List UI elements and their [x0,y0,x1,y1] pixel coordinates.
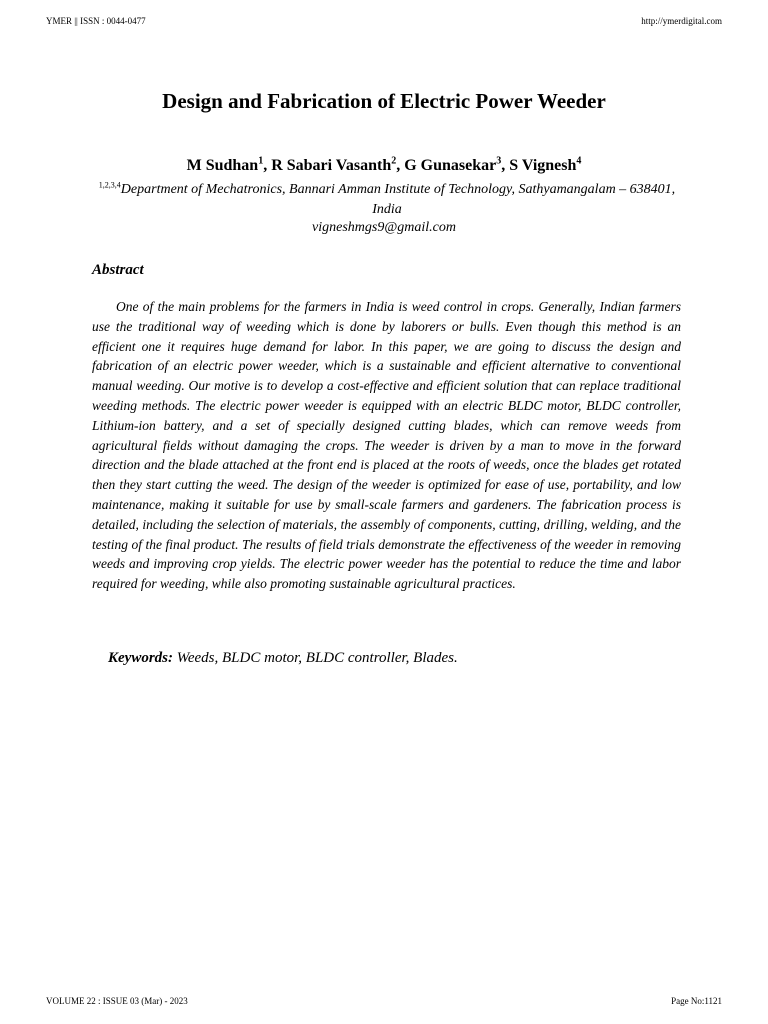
page-number: Page No:1121 [671,996,722,1006]
keywords [108,648,458,668]
affiliation-sup: 1,2,3,4 [98,180,121,190]
author-name: M Sudhan [186,157,259,174]
author-name: S Vignesh [509,157,577,174]
volume-footer: VOLUME 22 : ISSUE 03 (Mar) - 2023 [46,996,188,1006]
paper-title: Design and Fabrication of Electric Power Weeder [162,89,606,113]
abstract-heading: Abstract [92,262,144,278]
author-email: vigneshmgs9@gmail.com [312,220,456,235]
abstract-body: One of the main problems for the farmers in India is weed control in crops. Generally, Indian farmers use the traditional way of weeding which is done by laborers or bulls. Even though this method is an efficient one it requires huge demand for labor. In this paper, we are going to discuss the design and fabrication of an electric power weeder, which is a sustainable and efficient alternative to conventional manual weeding. Our motive is to develop a cost-effective and efficient solution that can replace traditional weeding methods. The electric power weeder is equipped with an electric BLDC motor, BLDC controller, Lithium-ion battery, and a set of specially designed cutting blades, which can remove weeds from agricultural fields without damaging the crops. The weeder is driven by a man to move in the forward direction and the blade attached at the front end is placed at the roots of weeds, once the blades get rotated then they start cutting the weed. The design of the weeder is optimized for ease of use, portability, and low maintenance, making it suitable for use by small-scale farmers and gardeners. The fabrication process is detailed, including the selection of materials, the assembly of components, cutting, drilling, welding, and the testing of the final product. The results of field trials demonstrate the effectiveness of the weeder in removing weeds and improving crop yields. The electric power weeder has the potential to reduce the time and labor required for weeding, while also promoting sustainable agricultural practices. [92,299,681,592]
author-name: G Gunasekar [404,157,497,174]
author-list: M Sudhan$^1$, R Sabari Vasanth$^2$, G Gunasekar$^3$, S Vignesh$^4$ [186,155,582,174]
author-name: R Sabari Vasanth [271,157,392,174]
author-sup: 1 [258,155,264,167]
keywords-label: Keywords: [108,650,173,666]
author-sup: 3 [496,155,502,167]
author-sup: 4 [576,155,582,167]
journal-url: http://ymerdigital.com [641,16,722,26]
author-sup: 2 [391,155,397,167]
affiliation [92,180,682,220]
affiliation-text: Department of Mechatronics, Bannari Amman Institute of Technology, Sathyamangalam – 638401, India [120,182,676,217]
keywords-text: Weeds, BLDC motor, BLDC controller, Blades. [176,650,458,666]
journal-header: YMER || ISSN : 0044-0477 [46,16,146,26]
